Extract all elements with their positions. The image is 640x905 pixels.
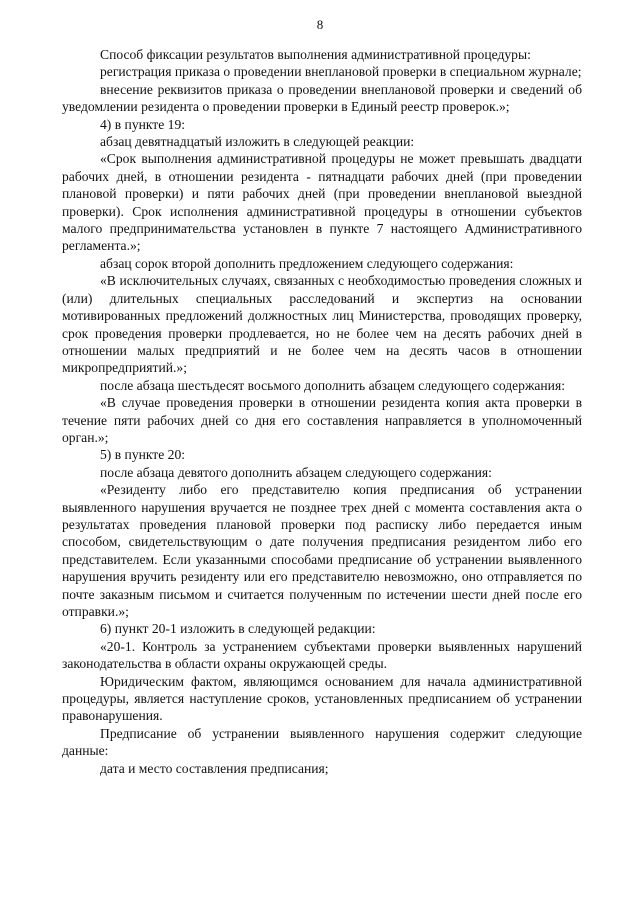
paragraph: 5) в пункте 20: (100, 447, 186, 463)
paragraph: абзац девятнадцатый изложить в следующей реакции: (100, 134, 415, 150)
paragraph: «Резиденту либо его представителю копия предписания об устранении выявленного нарушения вручается не позднее трех дней с момента составления акта о результатах проведения плановой проверки под расписку либо передается иным способом, свидетельствующим о дате получения предписания резидентом либо его представителем. Если указанными способами предписание об устранении выявленного нарушения вручить резиденту или его представителю невозможно, оно отправляется по почте заказным письмом и считается полученным по истечении шести дней после его отправки.»; (62, 482, 582, 619)
paragraph: дата и место составления предписания; (100, 760, 329, 776)
paragraph: 4) в пункте 19: (100, 116, 186, 132)
paragraph: после абзаца девятого дополнить абзацем следующего содержания: (100, 464, 492, 480)
paragraph: абзац сорок второй дополнить предложением следующего содержания: (100, 255, 514, 271)
paragraph: «Срок выполнения административной процедуры не может превышать двадцати рабочих дней, в отношении резидента - пятнадцати рабочих дней (при проведении плановой проверки) и пяти рабочих дней (при проведении внеплановой выездной проверки). Срок исполнения административной процедуры в отношении субъектов малого предпринимательства установлен в пункте 7 настоящего Административного регламента.»; (62, 151, 582, 254)
paragraph: 6) пункт 20-1 изложить в следующей редакции: (100, 621, 376, 637)
paragraph: регистрация приказа о проведении внеплановой проверки в специальном журнале; (100, 64, 582, 80)
paragraph: «В исключительных случаях, связанных с необходимостью проведения сложных и (или) длительных специальных расследований и экспертиз на основании мотивированных предложений должностных лиц Министерства, проводящих проверку, срок проведения проверки продлевается, но не более чем на десять рабочих дней в отношении малых предприятий и не более чем на десять часов в отношении микропредприятий.»; (62, 273, 582, 376)
page-number: 8 (316, 17, 324, 32)
paragraph: Способ фиксации результатов выполнения административной процедуры: (100, 47, 531, 62)
paragraph: «В случае проведения проверки в отношении резидента копия акта проверки в течение пяти рабочих дней со дня его составления направляется в уполномоченный орган.»; (62, 395, 582, 445)
document-body (62, 46, 582, 777)
paragraph: Предписание об устранении выявленного нарушения содержит следующие данные: (62, 725, 582, 759)
paragraph: внесение реквизитов приказа о проведении внеплановой проверки и сведений об уведомлении резидента о проведении проверки в Единый реестр проверок.»; (62, 81, 582, 115)
paragraph: Юридическим фактом, являющимся основанием для начала административной процедуры, является наступление сроков, установленных предписанием об устранении правонарушения. (62, 673, 582, 724)
paragraph: «20-1. Контроль за устранением субъектами проверки выявленных нарушений законодательства в области охраны окружающей среды. (62, 638, 582, 672)
paragraph: после абзаца шестьдесят восьмого дополнить абзацем следующего содержания: (100, 377, 565, 393)
